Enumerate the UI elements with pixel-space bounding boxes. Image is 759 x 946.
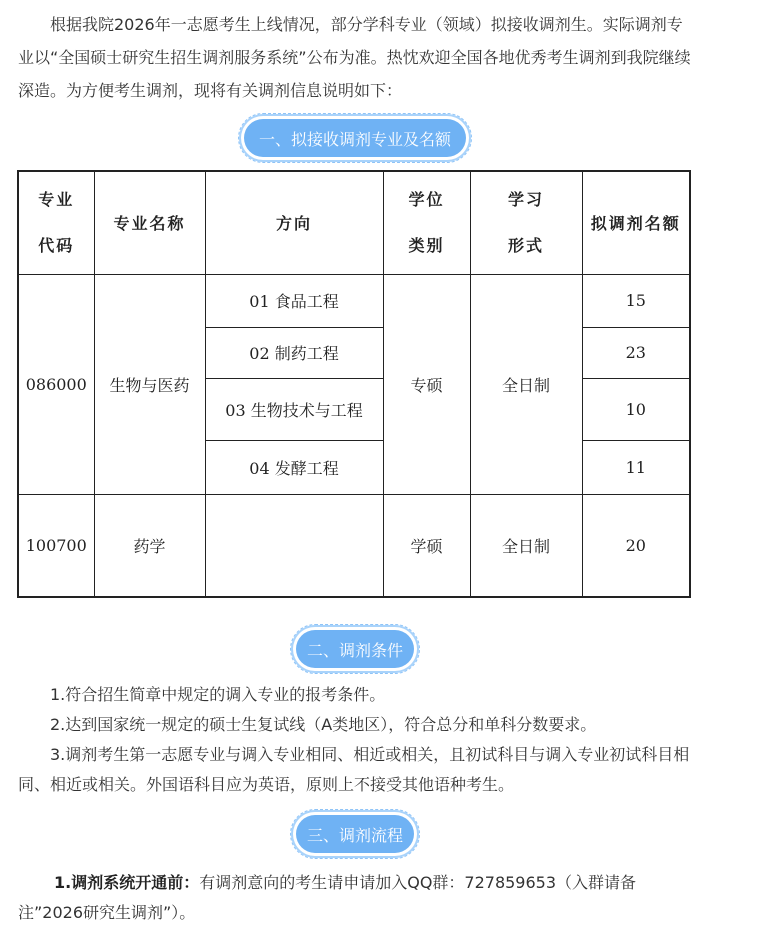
table-row	[18, 494, 690, 597]
cell-quota: 23	[582, 327, 690, 378]
cell-code: 086000	[18, 274, 94, 494]
header-name: 专业名称	[94, 171, 205, 274]
header-study: 学习 形式	[470, 171, 582, 274]
conditions-list	[18, 680, 698, 800]
cell-quota: 15	[582, 274, 690, 327]
cell-study: 全日制	[470, 494, 582, 597]
flow-paragraph	[18, 868, 698, 928]
cell-degree: 专硕	[383, 274, 470, 494]
flow-step-text: 有调剂意向的考生请申请加入QQ群：727859653（入群请备注”2026研究生调剂”）。	[18, 873, 637, 922]
cell-direction: 03 生物技术与工程	[205, 378, 383, 440]
table-row	[18, 274, 690, 327]
header-degree: 学位 类别	[383, 171, 470, 274]
cell-direction: 02 制药工程	[205, 327, 383, 378]
flow-step-label: 1.调剂系统开通前：	[54, 873, 200, 892]
cell-direction: 04 发酵工程	[205, 440, 383, 494]
cell-quota: 20	[582, 494, 690, 597]
header-direction: 方向	[205, 171, 383, 274]
cell-direction: 01 食品工程	[205, 274, 383, 327]
cell-degree: 学硕	[383, 494, 470, 597]
section-heading-flow: 三、调剂流程	[296, 815, 414, 853]
list-item: 1.符合招生简章中规定的调入专业的报考条件。	[50, 685, 386, 704]
quota-table	[17, 170, 691, 598]
cell-direction	[205, 494, 383, 597]
section-heading-conditions: 二、调剂条件	[296, 630, 414, 668]
cell-name: 药学	[94, 494, 205, 597]
header-code: 专业 代码	[18, 171, 94, 274]
cell-quota: 11	[582, 440, 690, 494]
intro-paragraph: 根据我院2026年一志愿考生上线情况，部分学科专业（领域）拟接收调剂生。实际调剂专业以“全国硕士研究生招生调剂服务系统”公布为准。热忱欢迎全国各地优秀考生调剂到我院继续深造。为方便考生调剂，现将有关调剂信息说明如下：	[18, 15, 691, 100]
section-heading-quota: 一、拟接收调剂专业及名额	[244, 119, 466, 157]
cell-name: 生物与医药	[94, 274, 205, 494]
list-item: 2.达到国家统一规定的硕士生复试线（A类地区），符合总分和单科分数要求。	[50, 715, 597, 734]
header-quota: 拟调剂名额	[582, 171, 690, 274]
cell-study: 全日制	[470, 274, 582, 494]
cell-code: 100700	[18, 494, 94, 597]
table-header-row	[18, 171, 690, 274]
list-item: 3.调剂考生第一志愿专业与调入专业相同、相近或相关，且初试科目与调入专业初试科目相同、相近或相关。外国语科目应为英语，原则上不接受其他语种考生。	[18, 745, 690, 794]
cell-quota: 10	[582, 378, 690, 440]
